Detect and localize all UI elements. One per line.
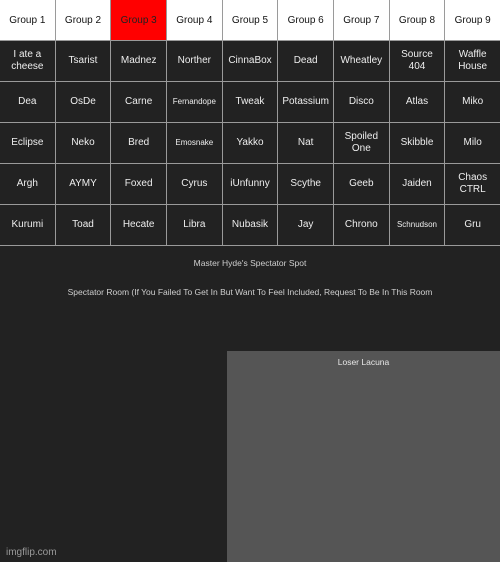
grid-cell: Atlas: [390, 82, 445, 122]
grid-cell: Miko: [445, 82, 500, 122]
spectator-room-label: Spectator Room (If You Failed To Get In But Want To Feel Included, Request To Be In This Room: [67, 287, 433, 297]
grid-cell: Libra: [167, 205, 222, 245]
grid-cell: Chaos CTRL: [445, 164, 500, 204]
group-header-5: Group 5: [223, 0, 278, 40]
grid-cell: Chrono: [334, 205, 389, 245]
grid-cell: iUnfunny: [223, 164, 278, 204]
group-grid: [0, 0, 500, 246]
grid-cell: Eclipse: [0, 123, 55, 163]
grid-cell: Argh: [0, 164, 55, 204]
group-header-3: Group 3: [111, 0, 166, 40]
grid-cell: Nubasik: [223, 205, 278, 245]
grid-cell: Waffle House: [445, 41, 500, 81]
loser-lacuna-label: Loser Lacuna: [337, 357, 390, 367]
grid-cell: Tsarist: [56, 41, 111, 81]
grid-cell: Toad: [56, 205, 111, 245]
loser-lacuna-box: [227, 351, 500, 562]
grid-cell: Cyrus: [167, 164, 222, 204]
grid-cell: Dead: [278, 41, 333, 81]
grid-cell: Tweak: [223, 82, 278, 122]
grid-cell: Milo: [445, 123, 500, 163]
grid-cell: Skibble: [390, 123, 445, 163]
grid-cell: Scythe: [278, 164, 333, 204]
group-header-8: Group 8: [390, 0, 445, 40]
grid-cell: Foxed: [111, 164, 166, 204]
group-header-9: Group 9: [445, 0, 500, 40]
grid-cell: Geeb: [334, 164, 389, 204]
grid-cell: Jaiden: [390, 164, 445, 204]
grid-cell: Nat: [278, 123, 333, 163]
group-header-4: Group 4: [167, 0, 222, 40]
grid-cell: Gru: [445, 205, 500, 245]
grid-cell: Source 404: [390, 41, 445, 81]
grid-cell: Spoiled One: [334, 123, 389, 163]
grid-cell: OsDe: [56, 82, 111, 122]
grid-cell: Kurumi: [0, 205, 55, 245]
grid-cell: I ate a cheese: [0, 41, 55, 81]
grid-cell: CinnaBox: [223, 41, 278, 81]
grid-cell: Jay: [278, 205, 333, 245]
grid-cell: AYMY: [56, 164, 111, 204]
grid-cell: Schnudson: [390, 205, 445, 245]
grid-cell: Potassium: [278, 82, 333, 122]
grid-cell: Disco: [334, 82, 389, 122]
watermark: imgflip.com: [6, 547, 57, 558]
group-header-1: Group 1: [0, 0, 55, 40]
grid-cell: Emosnake: [167, 123, 222, 163]
group-header-6: Group 6: [278, 0, 333, 40]
grid-cell: Carne: [111, 82, 166, 122]
grid-cell: Yakko: [223, 123, 278, 163]
grid-cell: Hecate: [111, 205, 166, 245]
grid-cell: Fernandope: [167, 82, 222, 122]
grid-cell: Dea: [0, 82, 55, 122]
grid-cell: Norther: [167, 41, 222, 81]
grid-cell: Neko: [56, 123, 111, 163]
group-header-7: Group 7: [334, 0, 389, 40]
group-header-2: Group 2: [56, 0, 111, 40]
grid-cell: Bred: [111, 123, 166, 163]
grid-cell: Wheatley: [334, 41, 389, 81]
grid-cell: Madnez: [111, 41, 166, 81]
spectator-spot-label: Master Hyde's Spectator Spot: [193, 258, 307, 268]
